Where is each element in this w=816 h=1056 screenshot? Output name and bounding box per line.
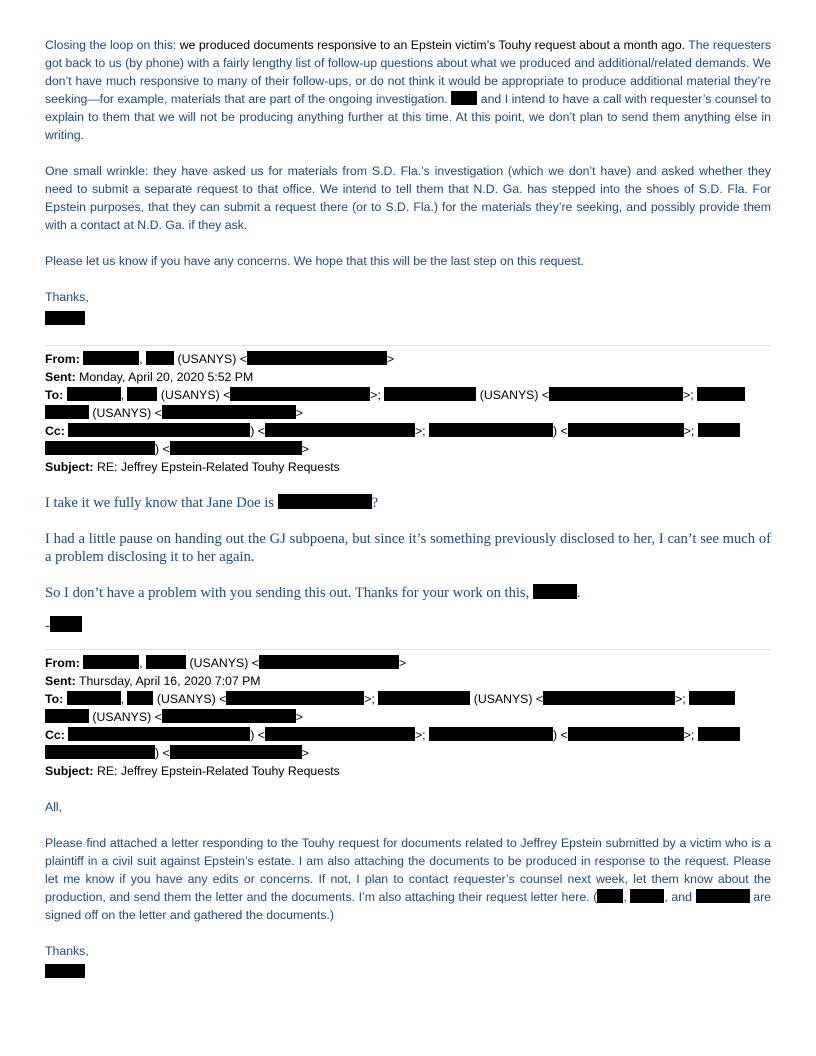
email-1-body [45, 36, 771, 325]
text: >; [414, 424, 426, 438]
redaction [384, 387, 476, 401]
text: , [139, 352, 143, 366]
email-2-body [45, 494, 771, 635]
cc-label: Cc: [45, 728, 65, 742]
redaction [597, 889, 623, 903]
redaction [50, 616, 82, 632]
email-header-1 [45, 350, 771, 476]
text: , [139, 656, 143, 670]
text: ) < [155, 746, 170, 760]
redaction [698, 423, 740, 437]
text: >; [414, 728, 426, 742]
text: ) < [250, 728, 265, 742]
to-line-2 [45, 404, 771, 422]
from-line [45, 350, 771, 368]
text: (USANYS) < [160, 388, 231, 402]
to-line [45, 386, 771, 404]
redaction [698, 727, 740, 741]
from-label: From: [45, 656, 80, 670]
redaction [696, 889, 750, 903]
redaction [146, 351, 174, 365]
text: >; [683, 728, 695, 742]
text: (USANYS) < [479, 388, 550, 402]
sent-line [45, 672, 771, 690]
text: we produced documents responsive to an Epstein victim’s Touhy request about a month ago. [179, 38, 686, 52]
text: - [45, 618, 50, 634]
text: Closing the loop on this: [45, 38, 180, 52]
subject-value: RE: Jeffrey Epstein-Related Touhy Requests [96, 764, 340, 778]
to-line [45, 690, 771, 708]
text: and I intend to have a call with requester’s counsel to explain to them that we will not be producing anything further at this time. At this point, we don’t plan to send them anything else in writing. [45, 92, 772, 142]
redaction [697, 387, 745, 401]
email-3-body [45, 798, 771, 978]
text: > [398, 656, 407, 670]
email-2-signature [45, 616, 771, 635]
text: ) < [155, 442, 170, 456]
text: > [301, 442, 309, 456]
email-2-paragraph-3 [45, 584, 771, 602]
text: >; [683, 424, 695, 438]
redaction [170, 745, 302, 759]
sent-value: Monday, April 20, 2020 5:52 PM [79, 370, 254, 384]
text: > [295, 406, 303, 420]
text: So I don’t have a problem with you sending this out. Thanks for your work on this, [45, 585, 530, 601]
redaction [265, 423, 415, 437]
sent-label: Sent: [45, 674, 76, 688]
email-2-paragraph-1 [45, 494, 771, 512]
text: , [120, 388, 125, 402]
text: (USANYS) < [92, 406, 162, 420]
text: ) < [250, 424, 265, 438]
redaction [543, 691, 675, 705]
email-3-greeting: All, [45, 800, 63, 814]
to-label: To: [45, 692, 64, 706]
redaction [451, 91, 477, 105]
text: ? [371, 495, 379, 511]
redaction [429, 727, 553, 741]
redaction [378, 691, 470, 705]
redaction [45, 709, 89, 723]
text: >; [683, 388, 694, 402]
subject-value: RE: Jeffrey Epstein-Related Touhy Requests [96, 460, 340, 474]
redaction [68, 423, 250, 437]
redaction [67, 691, 121, 705]
signature-redaction [45, 311, 85, 325]
redaction [170, 441, 302, 455]
redaction [549, 387, 683, 401]
redaction [689, 691, 735, 705]
from-line [45, 654, 771, 672]
redaction [127, 387, 157, 401]
text: > [301, 746, 309, 760]
email-1-paragraph-1 [45, 36, 771, 144]
redaction [146, 655, 186, 669]
sent-line [45, 368, 771, 386]
text: (USANYS) < [156, 692, 227, 706]
text: >; [675, 692, 686, 706]
redaction [45, 745, 155, 759]
text: (USANYS) < [473, 692, 544, 706]
redaction [68, 727, 250, 741]
to-line-2 [45, 708, 771, 726]
text: ) < [552, 728, 568, 742]
text: , [623, 890, 627, 904]
redaction [259, 655, 399, 669]
redaction [278, 494, 372, 509]
signature-redaction [45, 964, 85, 978]
cc-line [45, 726, 771, 744]
subject-line [45, 458, 771, 476]
redaction [67, 387, 121, 401]
redaction [45, 405, 89, 419]
redaction [45, 441, 155, 455]
email-header-2 [45, 654, 771, 780]
email-3-paragraph-1 [45, 834, 771, 924]
text: > [386, 352, 395, 366]
email-2-paragraph-2: I had a little pause on handing out the GJ subpoena, but since it’s something previously disclosed to her, I can’t see much of a problem disclosing it to her again. [45, 531, 771, 565]
sent-label: Sent: [45, 370, 76, 384]
redaction [162, 709, 296, 723]
redaction [630, 889, 664, 903]
sent-value: Thursday, April 16, 2020 7:07 PM [78, 674, 261, 688]
redaction [533, 584, 577, 599]
cc-label: Cc: [45, 424, 65, 438]
redaction [568, 423, 684, 437]
to-label: To: [45, 388, 64, 402]
redaction [247, 351, 387, 365]
text: (USANYS) < [177, 352, 247, 366]
cc-line [45, 422, 771, 440]
email-1-paragraph-2: One small wrinkle: they have asked us for materials from S.D. Fla.’s investigation (which we don’t have) and asked whether they need to submit a separate request to that office. We intend to tell them that N.D. Ga. has stepped into the shoes of S.D. Fla. For Epstein purposes, that they can submit a request there (or to S.D. Fla.) for the materials they’re seeking, and possibly provide them with a contact at N.D. Ga. if they ask. [45, 164, 771, 232]
email-1-paragraph-3: Please let us know if you have any concerns. We hope that this will be the last step on this request. [45, 254, 585, 268]
from-label: From: [45, 352, 80, 366]
redaction [230, 387, 370, 401]
text: , [120, 692, 125, 706]
redaction [265, 727, 415, 741]
text: > [295, 710, 303, 724]
redaction [226, 691, 364, 705]
text: (USANYS) < [92, 710, 162, 724]
text: Please find attached a letter responding to the Touhy request for documents related to Jeffrey Epstein submitted by a victim who is a plaintiff in a civil suit against Epstein’s estate. I am also attaching the documents to be produced in response to the request. Please let me know if you have any edits or concerns. If not, I plan to contact requester’s counsel next week, let them know about the production, and send them the letter and the documents. I’m also attaching their request letter here. ( [45, 836, 771, 904]
redaction [83, 351, 139, 365]
subject-label: Subject: [45, 460, 94, 474]
cc-line-2 [45, 744, 771, 762]
text: , and [664, 890, 692, 904]
redaction [162, 405, 296, 419]
text: ) < [552, 424, 568, 438]
text: >; [364, 692, 375, 706]
cc-line-2 [45, 440, 771, 458]
email-thread [45, 36, 771, 978]
subject-line [45, 762, 771, 780]
text: >; [370, 388, 381, 402]
subject-label: Subject: [45, 764, 94, 778]
text: . [576, 585, 581, 601]
text: are signed off on the letter and gathered the documents.) [45, 890, 771, 922]
text: I take it we fully know that Jane Doe is [45, 495, 274, 511]
redaction [568, 727, 684, 741]
text: The requesters got back to us (by phone) with a fairly lengthy list of follow-up questions about what we produced and additional/related demands. We don’t have much responsive to many of their follow-ups, or do not think it would be appropriate to produce additional material they’re seeking—for example, materials that are part of the ongoing investigation. [45, 38, 771, 106]
email-3-closing: Thanks, [45, 944, 89, 958]
redaction [127, 691, 153, 705]
redaction [429, 423, 553, 437]
email-1-closing: Thanks, [45, 290, 89, 304]
text: (USANYS) < [189, 656, 259, 670]
redaction [83, 655, 139, 669]
